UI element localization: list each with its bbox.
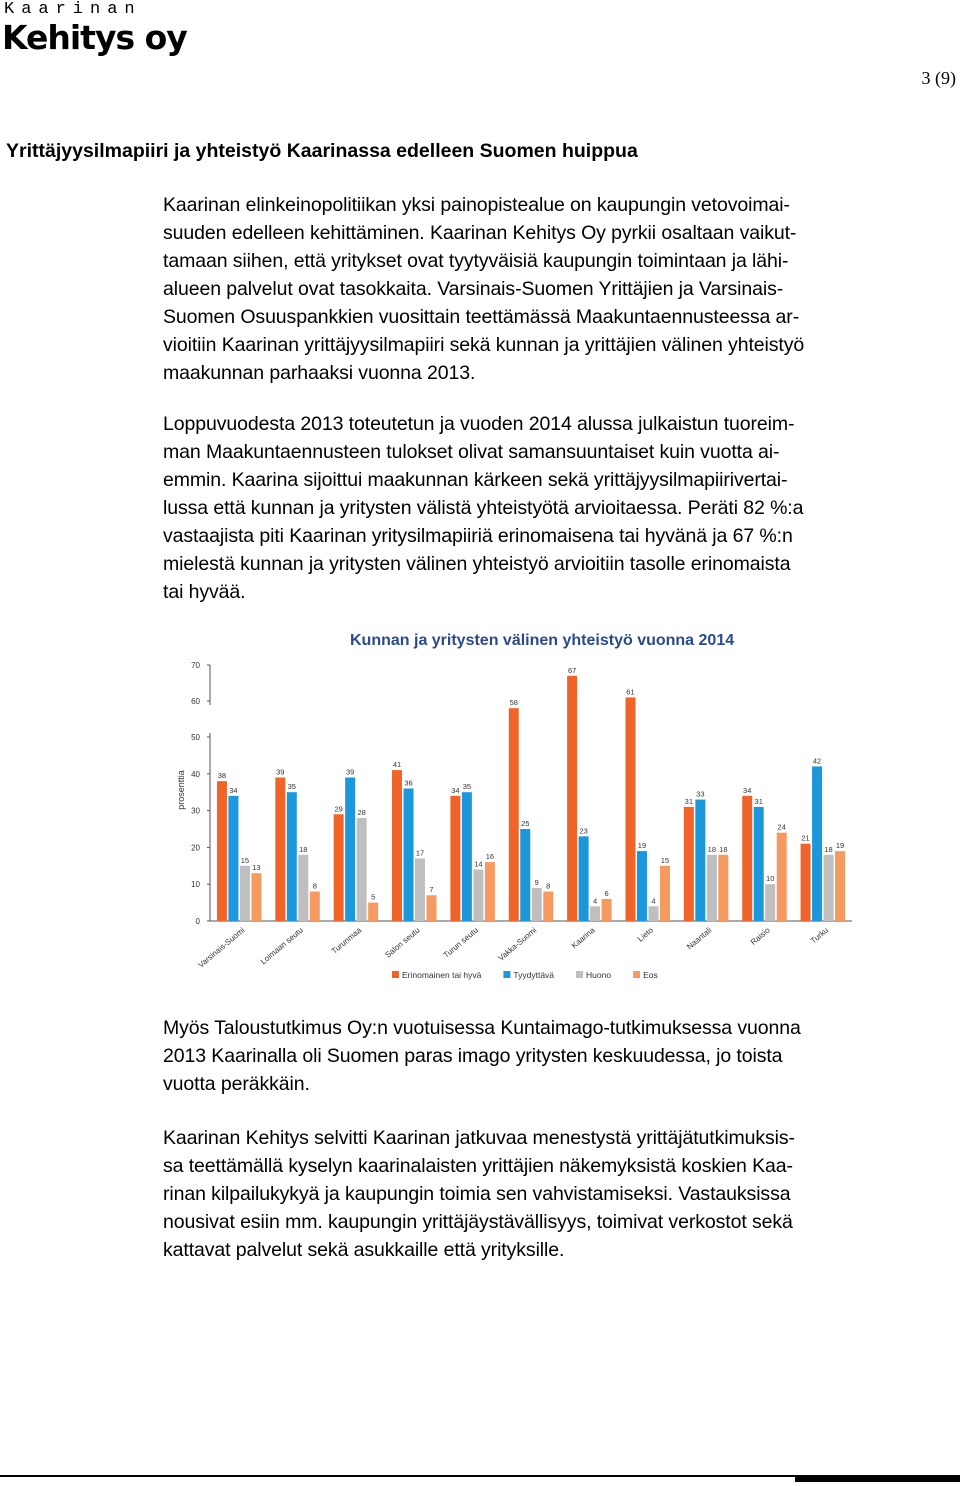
data-label: 34 [451, 785, 460, 795]
data-label: 38 [217, 771, 227, 781]
data-label: 39 [276, 767, 285, 777]
y-tick-label: 30 [191, 806, 200, 816]
data-label: 61 [626, 687, 635, 697]
legend-label: Tyydyttävä [513, 970, 555, 980]
paragraph-4 [163, 1124, 958, 1264]
y-tick-label: 10 [191, 880, 200, 890]
paragraph-line: lussa että kunnan ja yritysten välistä yhteistyötä arvioitaessa. Peräti 82 %:a [163, 497, 804, 519]
data-label: 34 [229, 785, 238, 795]
data-label: 24 [777, 822, 786, 832]
paragraph-line: nousivat esiin mm. kaupungin yrittäjäystävällisyys, toimivat verkostot sekä [163, 1211, 793, 1233]
page-heading: Yrittäjyysilmapiiri ja yhteistyö Kaarinassa edelleen Suomen huippua [6, 140, 638, 162]
bar [228, 796, 238, 921]
legend-label: Huono [586, 970, 612, 980]
data-label: 34 [743, 785, 752, 795]
paragraph-line: 2013 Kaarinalla oli Suomen paras imago yritysten keskuudessa, jo toista [163, 1045, 783, 1067]
bar [251, 873, 261, 921]
y-tick-label: 60 [191, 697, 200, 706]
paragraph-line: tai hyvää. [163, 581, 246, 603]
data-label: 8 [312, 881, 317, 891]
data-label: 36 [404, 778, 413, 788]
paragraph-line: vioitiin Kaarinan yrittäjyysilmapiiri sekä kunnan ja yrittäjien välinen yhteistyö [163, 334, 805, 356]
legend-swatch [503, 971, 510, 978]
footer-accent-bar [795, 1476, 960, 1482]
bar [684, 807, 694, 921]
paragraph-line: mielestä kunnan ja yritysten välinen yhteistyö arvioitiin tasolle erinomaista [163, 553, 791, 575]
legend-label: Erinomainen tai hyvä [402, 970, 482, 980]
data-label: 16 [485, 852, 495, 862]
data-label: 28 [357, 807, 366, 817]
category-label: Turunmaa [329, 925, 364, 956]
bar [240, 866, 250, 921]
paragraph-line: vastaajista piti Kaarinan yritysilmapiiriä erinomaisena tai hyvänä ja 67 %:n [163, 525, 793, 547]
data-label: 39 [345, 767, 355, 777]
bar [485, 862, 495, 921]
data-label: 9 [534, 877, 539, 887]
bar [427, 895, 437, 921]
data-label: 67 [567, 665, 577, 675]
data-label: 35 [287, 782, 296, 792]
category-label: Turku [808, 925, 831, 946]
category-label: Naantali [685, 925, 714, 952]
bar [801, 844, 811, 921]
category-label: Salon seutu [383, 925, 422, 960]
paragraph-line: sa teettämällä kyselyn kaarinalaisten yrittäjien näkemyksistä koskien Kaa- [163, 1155, 793, 1177]
data-label: 18 [719, 844, 728, 854]
data-label: 41 [392, 760, 402, 770]
data-label: 33 [696, 789, 705, 799]
logo-small-text: Kaarinan [4, 0, 142, 19]
data-label: 18 [299, 844, 308, 854]
paragraph-line: tamaan siihen, että yritykset ovat tyytyväisiä kaupungin toimintaan ja lähi- [163, 250, 789, 272]
paragraph-line: Myös Taloustutkimus Oy:n vuotuisessa Kuntaimago-tutkimuksessa vuonna [163, 1017, 801, 1039]
category-label: Varsinais-Suomi [196, 925, 247, 970]
paragraph-line: Kaarinan Kehitys selvitti Kaarinan jatkuvaa menestystä yrittäjätutkimuksis- [163, 1127, 795, 1149]
category-label: Loimaan seutu [258, 925, 305, 967]
data-label: 19 [637, 841, 647, 851]
bar [602, 899, 612, 921]
category-label: Kaarina [569, 925, 597, 951]
legend-swatch [392, 971, 399, 978]
bar [392, 770, 402, 921]
data-label: 58 [509, 698, 518, 708]
bar [275, 777, 285, 921]
data-label: 35 [462, 782, 472, 792]
legend-swatch [633, 971, 640, 978]
legend-swatch [576, 971, 583, 978]
bar [334, 814, 344, 921]
data-label: 21 [801, 833, 810, 843]
paragraph-line: man Maakuntaennusteen tulokset olivat samansuuntaiset kuin vuotta ai- [163, 441, 780, 463]
category-label: Vakka-Suomi [496, 925, 539, 963]
data-label: 13 [252, 863, 261, 873]
bar [532, 888, 542, 921]
data-label: 31 [684, 796, 694, 806]
y-tick-label: 0 [195, 917, 200, 926]
data-label: 5 [371, 892, 376, 902]
bar [310, 892, 320, 921]
y-tick-label: 20 [191, 843, 200, 853]
data-label: 42 [812, 756, 822, 766]
bar [754, 807, 764, 921]
bar [287, 792, 297, 921]
bar [590, 906, 600, 921]
bar [742, 796, 752, 921]
page-number: 3 (9) [921, 68, 956, 88]
data-label: 8 [546, 881, 551, 891]
y-tick-label: 50 [191, 733, 200, 742]
data-label: 15 [240, 855, 250, 865]
paragraph-line: kattavat palvelut sekä asukkaille että yrityksille. [163, 1239, 565, 1261]
bar [543, 892, 553, 921]
bar [217, 781, 227, 921]
bar [824, 855, 834, 921]
paragraph-line: Loppuvuodesta 2013 toteutetun ja vuoden 2014 alussa julkaistun tuoreim- [163, 413, 795, 435]
category-label: Lieto [635, 925, 656, 944]
paragraph-line: emmin. Kaarina sijoittui maakunnan kärkeen sekä yrittäjyysilmapiirivertai- [163, 469, 788, 491]
paragraph-line: suuden edelleen kehittäminen. Kaarinan Kehitys Oy pyrkii osaltaan vaikut- [163, 222, 797, 244]
bar [357, 818, 367, 921]
data-label: 14 [474, 859, 483, 869]
data-label: 4 [651, 896, 656, 906]
data-label: 17 [415, 848, 425, 858]
paragraph-line: rinan kilpailukykyä ja kaupungin toimia sen vahvistamiseksi. Vastauksissa [163, 1183, 791, 1205]
bar [695, 800, 705, 921]
paragraph-line: Kaarinan elinkeinopolitiikan yksi painopistealue on kaupungin vetovoimai- [163, 194, 790, 216]
bar [567, 676, 577, 921]
bar [812, 766, 822, 921]
data-label: 10 [766, 874, 775, 884]
data-label: 31 [754, 796, 763, 806]
category-label: Turun seutu [441, 925, 480, 960]
data-label: 23 [579, 826, 588, 836]
bar [648, 906, 658, 921]
bar [718, 855, 728, 921]
data-label: 25 [521, 819, 530, 828]
data-label: 18 [707, 844, 717, 854]
bar [660, 866, 670, 921]
bar [765, 884, 775, 921]
data-label: 15 [660, 855, 670, 865]
bar [637, 851, 647, 921]
logo-main-text: Kehitys oy [2, 18, 187, 57]
bar [345, 777, 355, 921]
y-axis-label: prosenttia [176, 770, 186, 810]
paragraph-line: vuotta peräkkäin. [163, 1073, 310, 1095]
bar-chart [160, 615, 860, 995]
bar [707, 855, 717, 921]
paragraph-line: Suomen Osuuspankkien vuosittain teettämässä Maakuntaennusteessa ar- [163, 306, 800, 328]
bar [579, 836, 589, 921]
data-label: 29 [334, 804, 343, 814]
bar [404, 789, 414, 921]
bar [835, 851, 845, 921]
data-label: 4 [593, 896, 598, 906]
data-label: 6 [604, 888, 609, 898]
bar [462, 792, 472, 921]
chart-title: Kunnan ja yritysten välinen yhteistyö vuonna 2014 [350, 632, 735, 649]
bar [777, 833, 787, 921]
bar [450, 796, 460, 921]
y-tick-label: 70 [191, 661, 200, 670]
paragraph-line: alueen palvelut ovat tasokkaita. Varsinais-Suomen Yrittäjien ja Varsinais- [163, 278, 784, 300]
bar [473, 869, 483, 921]
data-label: 7 [429, 885, 434, 895]
paragraph-line: maakunnan parhaaksi vuonna 2013. [163, 362, 476, 384]
bar [368, 903, 378, 921]
data-label: 19 [835, 841, 845, 851]
bar [520, 829, 530, 921]
data-label: 18 [824, 844, 833, 854]
legend-label: Eos [643, 970, 658, 980]
category-label: Raisio [748, 925, 772, 947]
paragraph-2 [163, 410, 958, 606]
y-tick-label: 40 [191, 769, 200, 779]
bar [625, 697, 635, 921]
paragraph-1 [163, 191, 958, 387]
bar [509, 708, 519, 921]
bar [415, 858, 425, 921]
paragraph-3 [163, 1014, 958, 1098]
bar [298, 855, 308, 921]
